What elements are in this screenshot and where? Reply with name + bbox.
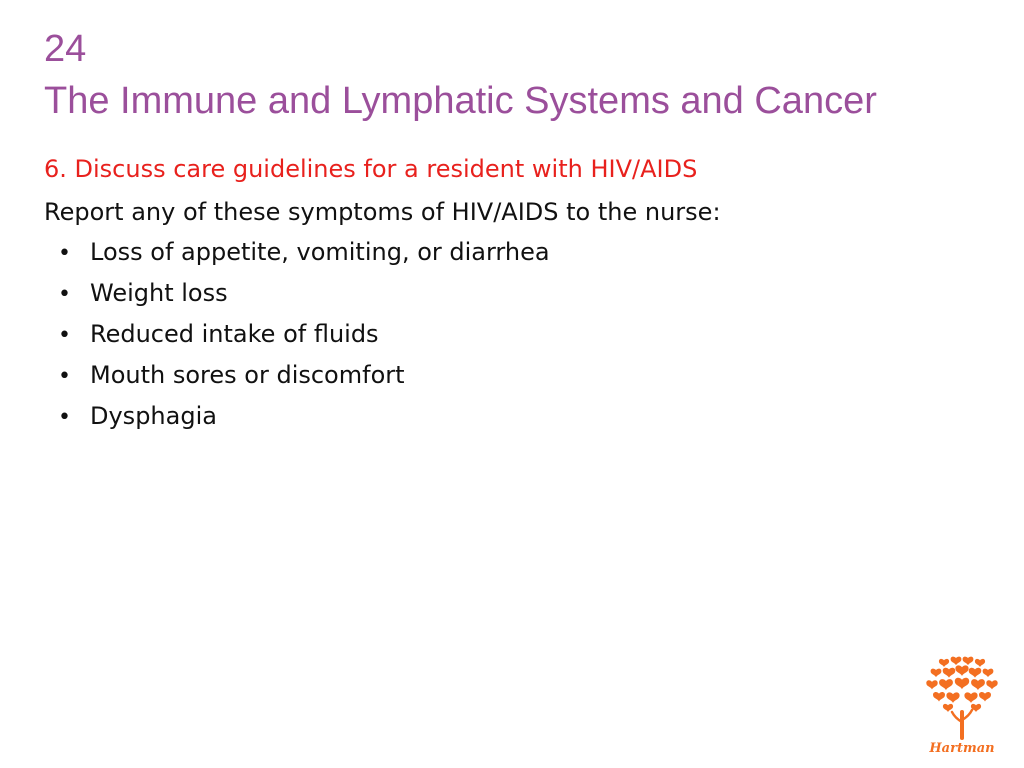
list-item-text: Weight loss	[90, 279, 228, 307]
list-item	[58, 319, 550, 360]
list-item	[58, 401, 550, 442]
bullet-icon: •	[58, 405, 71, 430]
list-item	[58, 237, 550, 278]
list-item	[58, 278, 550, 319]
bullet-icon: •	[58, 241, 71, 266]
bullet-icon: •	[58, 282, 71, 307]
bullet-icon: •	[58, 364, 71, 389]
intro-text: Report any of these symptoms of HIV/AIDS to the nurse:	[44, 198, 721, 226]
chapter-title: The Immune and Lymphatic Systems and Cancer	[44, 80, 877, 122]
section-subheading: 6. Discuss care guidelines for a resident with HIV/AIDS	[44, 155, 698, 183]
bullet-icon: •	[58, 323, 71, 348]
logo-text: Hartman	[929, 741, 995, 756]
chapter-number: 24	[44, 28, 87, 70]
list-item-text: Loss of appetite, vomiting, or diarrhea	[90, 238, 550, 266]
list-item-text: Reduced intake of fluids	[90, 320, 379, 348]
list-item-text: Dysphagia	[90, 402, 217, 430]
symptom-list	[58, 237, 550, 442]
list-item	[58, 360, 550, 401]
list-item-text: Mouth sores or discomfort	[90, 361, 405, 389]
heart-tree-icon	[922, 652, 1002, 756]
hartman-logo	[922, 652, 1002, 756]
